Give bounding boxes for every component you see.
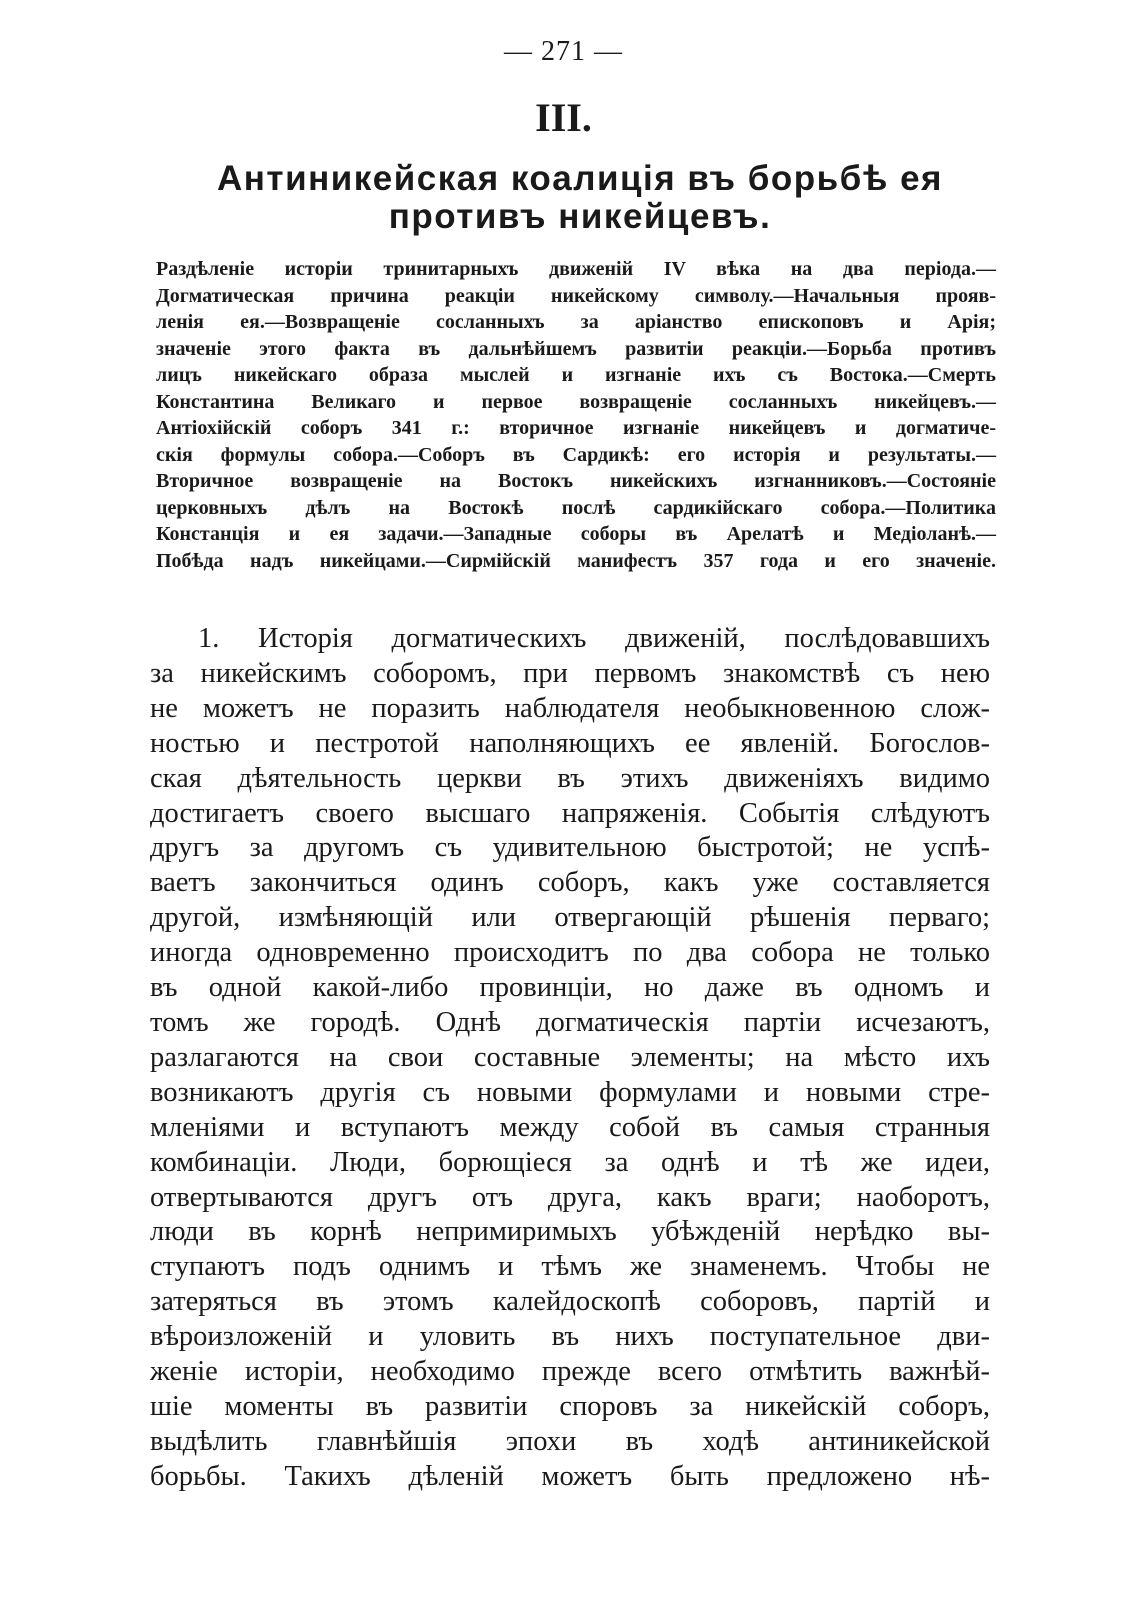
body-line: ностью и пестротой наполняющихъ ее явленій. Богослов-	[150, 727, 990, 759]
summary-line: скія формулы собора.—Соборъ въ Сардикѣ: его исторія и результаты.—	[156, 443, 996, 466]
body-line: иногда одновременно происходитъ по два собора не только	[150, 937, 990, 969]
body-line: отвертываются другъ отъ друга, какъ враги; наоборотъ,	[150, 1181, 990, 1213]
body-line: другой, измѣняющій или отвергающій рѣшенія перваго;	[150, 902, 990, 934]
summary-line: Антіохійскій соборъ 341 г.: вторичное изгнаніе никейцевъ и догматиче-	[156, 417, 996, 439]
body-line: ваетъ закончиться одинъ соборъ, какъ уже составляется	[150, 867, 990, 899]
summary-line: Раздѣленіе исторіи тринитарныхъ движеній IV вѣка на два періода.—	[156, 258, 996, 280]
body-line: 1. Исторія догматическихъ движеній, послѣдовавшихъ	[198, 623, 990, 654]
chapter-number: III.	[535, 95, 592, 140]
summary-line: Констанція и ея задачи.—Западные соборы въ Арелатѣ и Медіоланѣ.—	[156, 523, 996, 545]
body-line: комбинаціи. Люди, борющіеся за однѣ и тѣ же идеи,	[150, 1146, 990, 1178]
summary-line: ленія ея.—Возвращеніе сосланныхъ за аріанство епископовъ и Арія;	[156, 311, 996, 333]
body-line: ступаютъ подъ однимъ и тѣмъ же знаменемъ. Чтобы не	[150, 1251, 990, 1283]
body-line: вѣроизложеній и уловить въ нихъ поступательное дви-	[150, 1321, 990, 1353]
body-line: въ одной какой-либо провинціи, но даже въ одномъ и	[150, 972, 990, 1004]
summary-line: Догматическая причина реакціи никейскому символу.—Начальныя прояв-	[156, 284, 996, 307]
body-line: люди въ корнѣ непримиримыхъ убѣжденій нерѣдко вы-	[150, 1216, 990, 1248]
body-line: ская дѣятельность церкви въ этихъ движеніяхъ видимо	[150, 762, 990, 794]
body-line: возникаютъ другія съ новыми формулами и новыми стре-	[150, 1076, 990, 1108]
body-line: шіе моменты въ развитіи споровъ за никейскій соборъ,	[150, 1390, 990, 1422]
body-line: женіе исторіи, необходимо прежде всего отмѣтить важнѣй-	[150, 1356, 990, 1388]
body-line: достигаетъ своего высшаго напряженія. Событія слѣдуютъ	[150, 797, 990, 829]
body-line: томъ же городѣ. Однѣ догматическія партіи исчезаютъ,	[150, 1006, 990, 1038]
body-line: разлагаются на свои составные элементы; на мѣсто ихъ	[150, 1041, 990, 1073]
page-number: — 271 —	[504, 36, 623, 67]
summary-line: значеніе этого факта въ дальнѣйшемъ развитіи реакціи.—Борьба противъ	[156, 337, 996, 360]
chapter-summary	[156, 256, 996, 574]
body-line: не можетъ не поразить наблюдателя необыкновенною слож-	[150, 692, 990, 724]
body-line: за никейскимъ соборомъ, при первомъ знакомствѣ съ нею	[150, 657, 990, 689]
body-line: другъ за другомъ съ удивительною быстротой; не успѣ-	[150, 832, 990, 864]
body-line: мленіями и вступаютъ между собой въ самыя странныя	[150, 1111, 990, 1143]
summary-line: церковныхъ дѣлъ на Востокѣ послѣ сардикійскаго собора.—Политика	[156, 496, 996, 519]
chapter-title: Антиникейская коалиція въ борьбѣ ея противъ никейцевъ.	[217, 159, 943, 236]
body-paragraph	[150, 622, 990, 1495]
body-line: затеряться въ этомъ калейдоскопѣ соборовъ, партій и	[150, 1286, 990, 1318]
summary-line: Вторичное возвращеніе на Востокъ никейскихъ изгнанниковъ.—Состояніе	[156, 470, 996, 492]
summary-line: лицъ никейскаго образа мыслей и изгнаніе ихъ съ Востока.—Смерть	[156, 364, 996, 386]
summary-line: Побѣда надъ никейцами.—Сирмійскій манифестъ 357 года и его значеніе.	[156, 549, 996, 572]
summary-line: Константина Великаго и первое возвращеніе сосланныхъ никейцевъ.—	[156, 390, 996, 413]
body-line: выдѣлить главнѣйшія эпохи въ ходѣ антиникейской	[150, 1425, 990, 1457]
body-line: борьбы. Такихъ дѣленій можетъ быть предложено нѣ-	[150, 1460, 990, 1492]
